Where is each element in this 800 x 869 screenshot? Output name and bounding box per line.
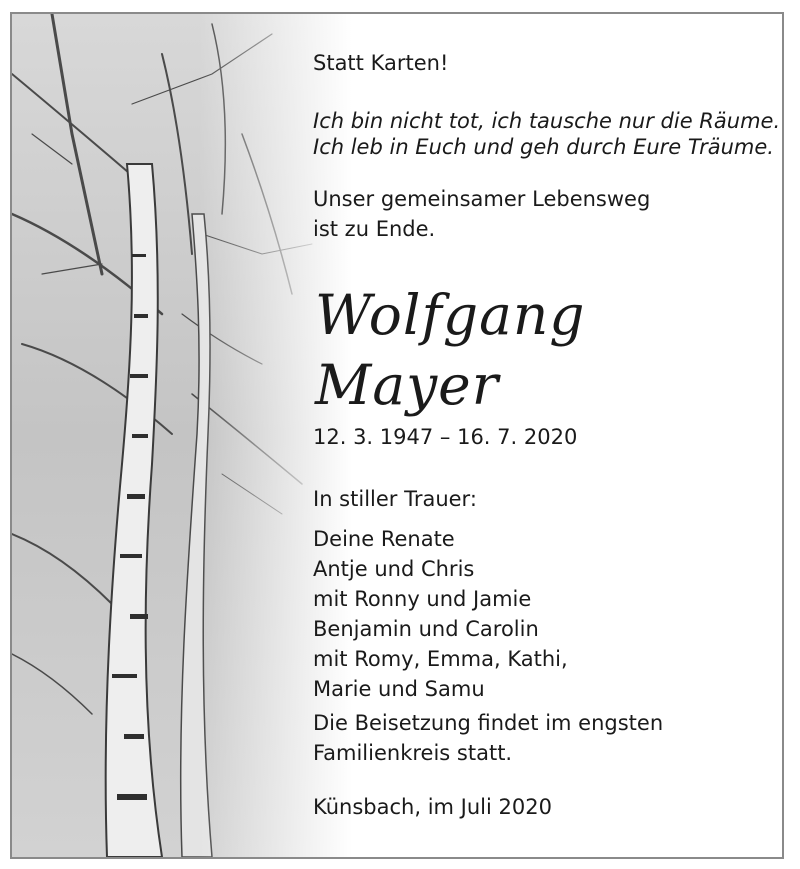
intro-line-2: ist zu Ende. [313,217,436,241]
poem-line-1: Ich bin nicht tot, ich tausche nur die Räume. [313,109,781,133]
mourner-line: mit Romy, Emma, Kathi, [313,647,568,671]
text-column [313,14,781,857]
statt-karten-heading: Statt Karten! [313,51,449,75]
deceased-last-name: Mayer [315,353,500,417]
mourner-line: mit Ronny und Jamie [313,587,532,611]
mourning-heading: In stiller Trauer: [313,487,477,511]
place-and-date: Künsbach, im Juli 2020 [313,795,552,819]
intro-line-1: Unser gemeinsamer Lebensweg [313,187,651,211]
life-dates: 12. 3. 1947 – 16. 7. 2020 [313,425,578,449]
mourner-line: Marie und Samu [313,677,485,701]
mourner-line: Deine Renate [313,527,455,551]
funeral-note-line-2: Familienkreis statt. [313,741,513,765]
deceased-first-name: Wolfgang [315,283,586,347]
poem-line-2: Ich leb in Euch und geh durch Eure Träume. [313,135,774,159]
obituary-card [10,12,784,859]
birch-tree-image [12,14,352,857]
funeral-note-line-1: Die Beisetzung findet im engsten [313,711,664,735]
mourner-line: Benjamin und Carolin [313,617,539,641]
mourner-line: Antje und Chris [313,557,475,581]
